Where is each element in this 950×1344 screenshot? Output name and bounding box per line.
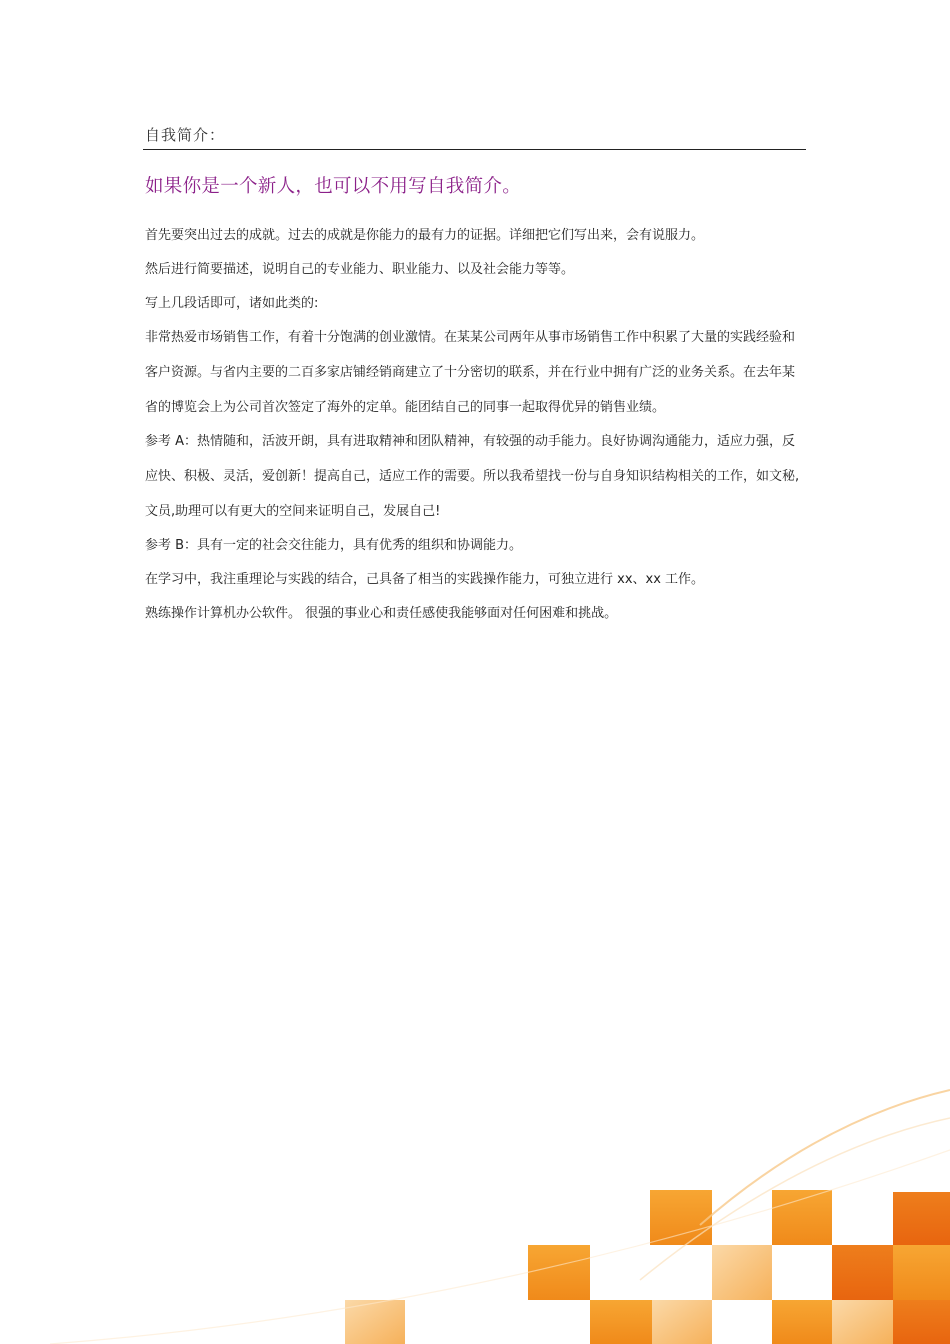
mosaic-square: [528, 1245, 590, 1300]
mosaic-square: [650, 1190, 712, 1245]
mosaic-square: [712, 1245, 772, 1300]
paragraph-sales-example: 非常热爱市场销售工作，有着十分饱满的创业激情。在某某公司两年从事市场销售工作中积累了大量的实践经验和客户资源。与省内主要的二百多家店铺经销商建立了十分密切的联系，并在行业中拥有广泛的业务关系。在去年某省的博览会上为公司首次签定了海外的定单。能团结自己的同事一起取得优异的销售业绩。: [145, 330, 796, 415]
paragraph-reference-b: 参考 B：具有一定的社会交往能力，具有优秀的组织和协调能力。: [145, 538, 523, 553]
mosaic-square: [832, 1300, 893, 1344]
paragraph-skills: 熟练操作计算机办公软件。 很强的事业心和责任感使我能够面对任何困难和挑战。: [145, 606, 618, 621]
mosaic-square: [893, 1245, 950, 1300]
paragraph-reference-a: 参考 A：热情随和，活波开朗，具有进取精神和团队精神，有较强的动手能力。良好协调沟通能力，适应力强，反应快、积极、灵活，爱创新！提高自己，适应工作的需要。所以我希望找一份与自身知识结构相关的工作，如文秘,文员,助理可以有更大的空间来证明自己，发展自己!: [145, 434, 800, 519]
body-text: [145, 224, 807, 636]
mosaic-square: [590, 1300, 652, 1344]
mosaic-square: [772, 1190, 832, 1245]
subtitle: 如果你是一个新人，也可以不用写自我简介。: [145, 176, 522, 197]
mosaic-squares: [345, 1190, 950, 1344]
paragraph-intro: 写上几段话即可，诸如此类的:: [145, 296, 319, 311]
mosaic-square: [832, 1245, 893, 1300]
mosaic-square: [652, 1300, 712, 1344]
paragraph-achievements: 首先要突出过去的成就。过去的成就是你能力的最有力的证据。详细把它们写出来，会有说服力。: [145, 228, 705, 243]
decorative-mosaic: [0, 1080, 950, 1344]
header-divider: [143, 149, 806, 150]
mosaic-square: [893, 1300, 950, 1344]
mosaic-square: [772, 1300, 832, 1344]
paragraph-description: 然后进行简要描述，说明自己的专业能力、职业能力、以及社会能力等等。: [145, 262, 575, 277]
page-title: 自我简介：: [145, 126, 226, 144]
mosaic-square: [893, 1192, 950, 1245]
paragraph-study: 在学习中，我注重理论与实践的结合，己具备了相当的实践操作能力，可独立进行 xx、xx 工作。: [145, 572, 705, 587]
